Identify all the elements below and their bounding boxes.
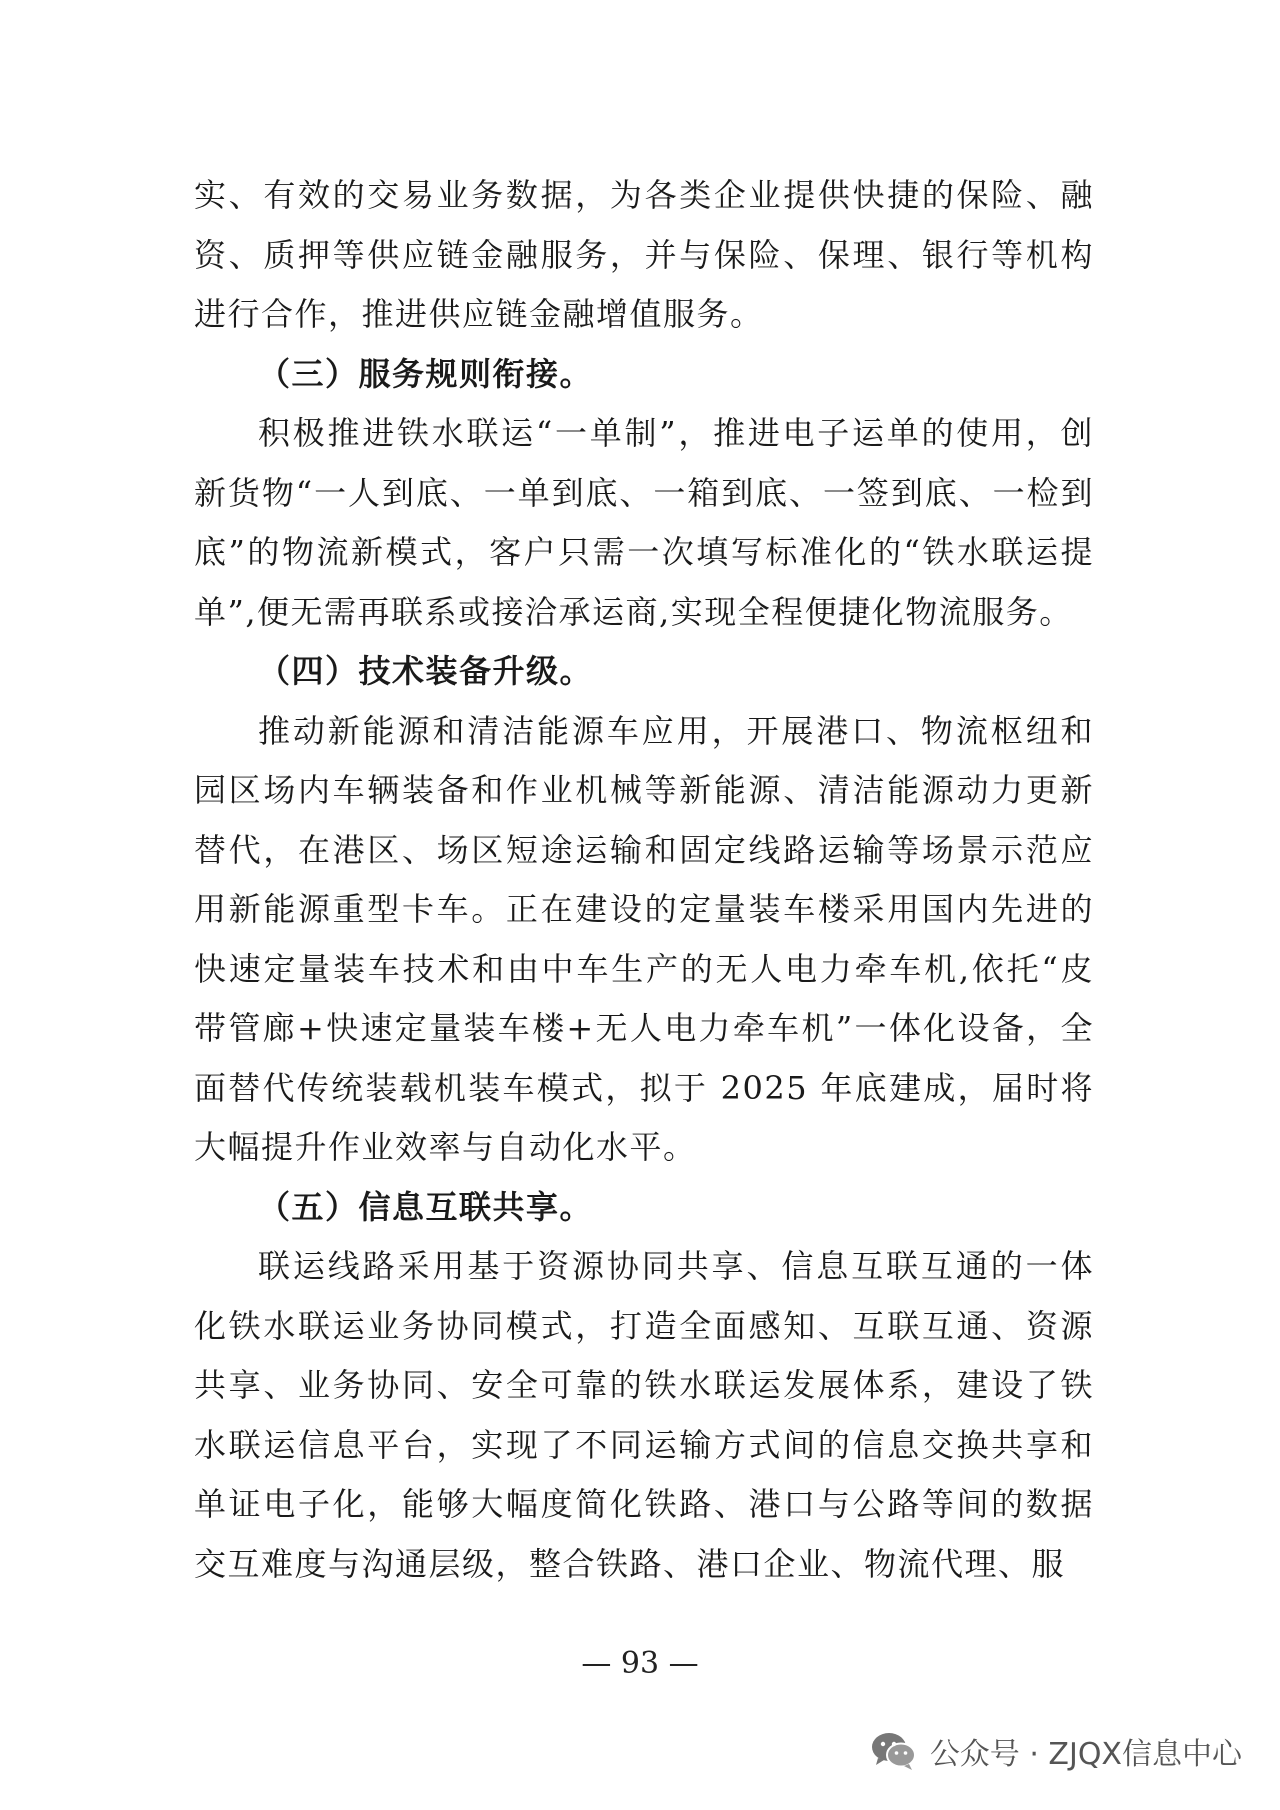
- watermark-text: 公众号 · ZJQX信息中心: [929, 1737, 1242, 1772]
- watermark: [870, 1726, 1242, 1776]
- body-paragraph: 实、有效的交易业务数据，为各类企业提供快捷的保险、融资、质押等供应链金融服务，并与保险、保理、银行等机构进行合作，推进供应链金融增值服务。: [194, 176, 1094, 333]
- body-paragraph: 推动新能源和清洁能源车应用，开展港口、物流枢纽和园区场内车辆装备和作业机械等新能源、清洁能源动力更新替代，在港区、场区短途运输和固定线路运输等场景示范应用新能源重型卡车。正在建设的定量装车楼采用国内先进的快速定量装车技术和由中车生产的无人电力牵车机,依托“皮带管廊+快速定量装车楼+无人电力牵车机”一体化设备，全面替代传统装载机装车模式，拟于 2025 年底建成，届时将大幅提升作业效率与自动化水平。: [194, 711, 1094, 1166]
- section-heading: （四）技术装备升级。: [258, 652, 594, 690]
- section-heading: （三）服务规则衔接。: [258, 354, 594, 393]
- body-paragraph: 联运线路采用基于资源协同共享、信息互联互通的一体化铁水联运业务协同模式，打造全面感知、互联互通、资源共享、业务协同、安全可靠的铁水联运发展体系，建设了铁水联运信息平台，实现了不同运输方式间的信息交换共享和单证电子化，能够大幅度简化铁路、港口与公路等间的数据交互难度与沟通层级，整合铁路、港口企业、物流代理、服: [194, 1247, 1094, 1583]
- section-heading: （五）信息互联共享。: [258, 1187, 594, 1226]
- wechat-icon: [870, 1730, 918, 1772]
- document-body: [194, 166, 1094, 1594]
- page-number: — 93 —: [581, 1646, 699, 1681]
- body-paragraph: 积极推进铁水联运“一单制”，推进电子运单的使用，创新货物“一人到底、一单到底、一箱到底、一签到底、一检到底”的物流新模式，客户只需一次填写标准化的“铁水联运提单”,便无需再联系或接洽承运商,实现全程便捷化物流服务。: [194, 414, 1094, 631]
